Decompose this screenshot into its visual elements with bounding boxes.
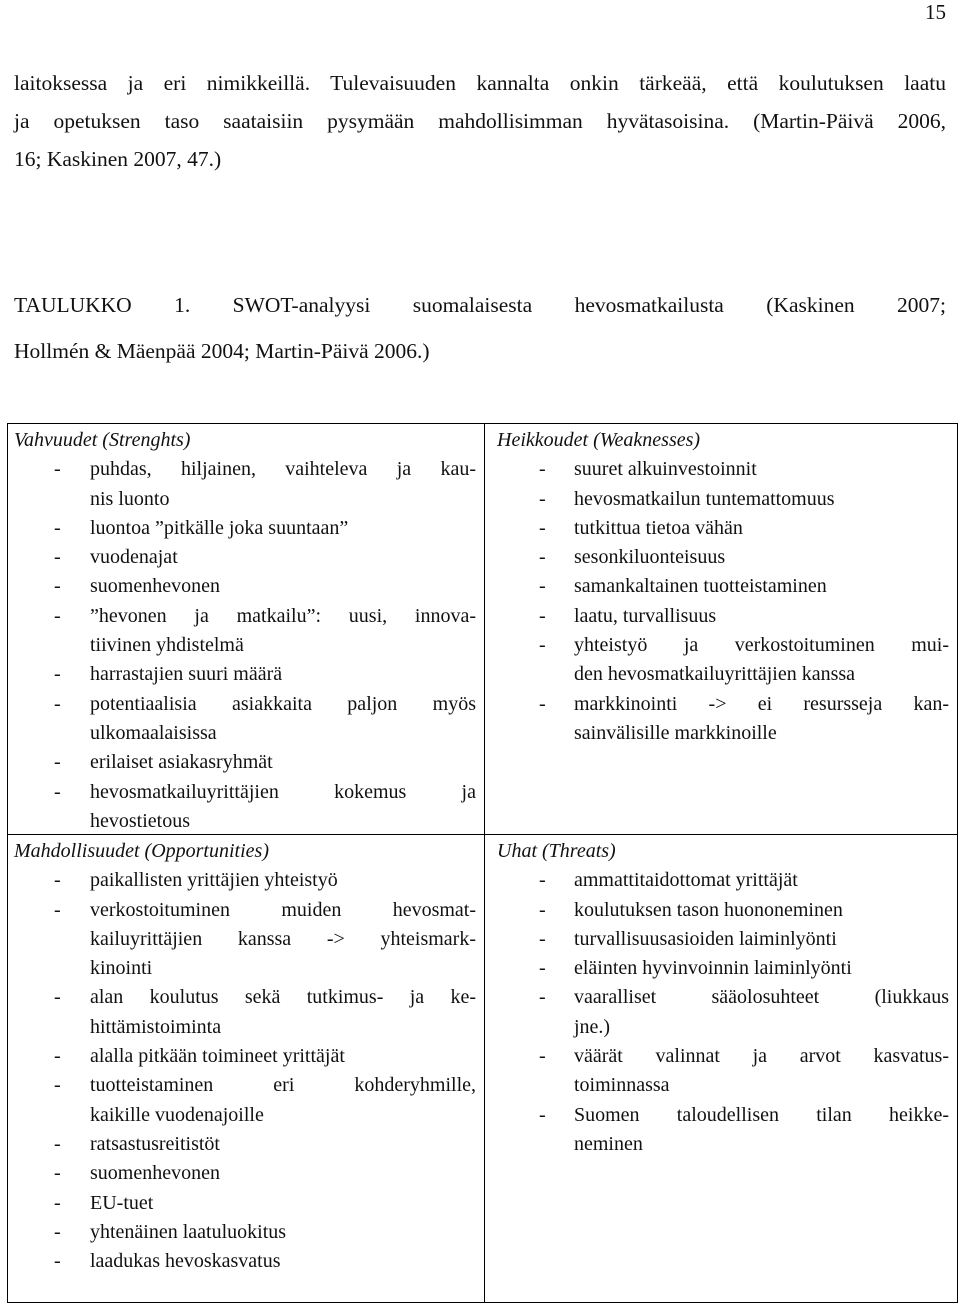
paragraph-line: laitoksessa ja eri nimikkeillä. Tulevaisuuden kannalta onkin tärkeää, että koulutuksen laatu xyxy=(14,71,946,95)
list-item-text xyxy=(574,1042,949,1101)
list-bullet: - xyxy=(539,898,546,921)
list-bullet: - xyxy=(539,1103,546,1126)
list-item-line: den hevosmatkailuyrittäjien kanssa xyxy=(574,663,856,686)
list-bullet: - xyxy=(54,604,61,627)
list-item xyxy=(14,543,476,572)
list-item-line: alan koulutus sekä tutkimus- ja ke- xyxy=(90,986,476,1009)
list-bullet: - xyxy=(539,604,546,627)
weaknesses-cell xyxy=(497,426,949,748)
list-item xyxy=(497,602,949,631)
list-bullet: - xyxy=(539,575,546,598)
list-item xyxy=(14,1247,476,1276)
list-item-line: nis luonto xyxy=(90,487,170,510)
list-item-line: verkostoituminen muiden hevosmat- xyxy=(90,898,476,921)
list-bullet: - xyxy=(54,663,61,686)
list-item-line: tutkittua tietoa vähän xyxy=(574,516,743,539)
list-item-text xyxy=(90,866,476,895)
list-item xyxy=(14,602,476,661)
list-item-text xyxy=(574,954,949,983)
list-bullet: - xyxy=(54,1132,61,1155)
list-item xyxy=(14,572,476,601)
list-item xyxy=(14,455,476,514)
list-bullet: - xyxy=(539,546,546,569)
list-bullet: - xyxy=(539,1045,546,1068)
list-item-line: markkinointi -> ei resursseja kan- xyxy=(574,692,949,715)
list-item-line: hevosmatkailuyrittäjien kokemus ja xyxy=(90,780,476,803)
list-item-line: neminen xyxy=(574,1132,643,1155)
list-item xyxy=(497,925,949,954)
list-bullet: - xyxy=(54,1191,61,1214)
list-item xyxy=(497,572,949,601)
list-bullet: - xyxy=(539,869,546,892)
list-bullet: - xyxy=(54,692,61,715)
list-bullet: - xyxy=(54,575,61,598)
list-item xyxy=(497,983,949,1042)
list-item-line: ulkomaalaisissa xyxy=(90,721,217,744)
opportunities-cell xyxy=(14,837,476,1276)
list-bullet: - xyxy=(539,692,546,715)
list-item xyxy=(14,1071,476,1130)
list-item xyxy=(14,1130,476,1159)
list-item-line: vaaralliset sääolosuhteet (liukkaus xyxy=(574,986,949,1009)
list-item-line: kailuyrittäjien kanssa -> yhteismark- xyxy=(90,927,476,950)
opportunities-list xyxy=(14,866,476,1276)
list-bullet: - xyxy=(539,458,546,481)
list-item-text xyxy=(90,514,476,543)
strengths-cell xyxy=(14,426,476,836)
list-item xyxy=(497,896,949,925)
list-bullet: - xyxy=(539,986,546,1009)
list-item-text xyxy=(90,778,476,837)
list-item-text xyxy=(574,485,949,514)
list-item-line: alalla pitkään toimineet yrittäjät xyxy=(90,1045,345,1068)
list-bullet: - xyxy=(54,1250,61,1273)
list-item-line: suomenhevonen xyxy=(90,1162,220,1185)
list-item xyxy=(14,1159,476,1188)
list-item-line: suomenhevonen xyxy=(90,575,220,598)
swot-table xyxy=(7,423,958,1303)
list-item-text xyxy=(90,1071,476,1130)
threats-cell xyxy=(497,837,949,1159)
list-item-text xyxy=(574,690,949,749)
list-item-line: suuret alkuinvestoinnit xyxy=(574,458,757,481)
list-item-text xyxy=(90,543,476,572)
list-item-line: ammattitaidottomat yrittäjät xyxy=(574,869,798,892)
list-item-text xyxy=(90,1130,476,1159)
list-item-text xyxy=(574,1101,949,1160)
list-item xyxy=(14,778,476,837)
list-item-line: hevostietous xyxy=(90,809,190,832)
list-bullet: - xyxy=(54,1045,61,1068)
list-item xyxy=(14,896,476,984)
list-item-line: Suomen taloudellisen tilan heikke- xyxy=(574,1103,949,1126)
list-item-text xyxy=(90,660,476,689)
list-item xyxy=(14,748,476,777)
list-item-text xyxy=(574,543,949,572)
list-item-text xyxy=(574,631,949,690)
list-bullet: - xyxy=(54,986,61,1009)
list-item-line: paikallisten yrittäjien yhteistyö xyxy=(90,869,338,892)
list-item xyxy=(14,866,476,895)
list-item xyxy=(14,660,476,689)
list-bullet: - xyxy=(54,1074,61,1097)
list-item-line: hevosmatkailun tuntemattomuus xyxy=(574,487,835,510)
list-bullet: - xyxy=(539,957,546,980)
list-bullet: - xyxy=(54,898,61,921)
list-bullet: - xyxy=(54,546,61,569)
list-item xyxy=(14,1218,476,1247)
list-item-text xyxy=(90,690,476,749)
list-item-line: puhdas, hiljainen, vaihteleva ja kau- xyxy=(90,458,476,481)
list-item-text xyxy=(90,572,476,601)
list-item-line: toiminnassa xyxy=(574,1074,670,1097)
list-item-line: sainvälisille markkinoille xyxy=(574,721,777,744)
list-item xyxy=(14,514,476,543)
list-item xyxy=(14,1042,476,1071)
list-item-text xyxy=(574,925,949,954)
list-bullet: - xyxy=(539,487,546,510)
list-item-line: samankaltainen tuotteistaminen xyxy=(574,575,827,598)
list-item xyxy=(497,690,949,749)
list-item-text xyxy=(90,602,476,661)
list-item-text xyxy=(90,1042,476,1071)
list-item-line: kaikille vuodenajoille xyxy=(90,1103,264,1126)
list-item-text xyxy=(574,514,949,543)
threats-title: Uhat (Threats) xyxy=(497,840,616,862)
list-bullet: - xyxy=(54,1162,61,1185)
list-bullet: - xyxy=(54,516,61,539)
list-item-line: vuodenajat xyxy=(90,546,178,569)
list-item xyxy=(497,455,949,484)
list-item-line: laatu, turvallisuus xyxy=(574,604,717,627)
list-item-line: tuotteistaminen eri kohderyhmille, xyxy=(90,1074,476,1097)
paragraph-line: ja opetuksen taso saataisiin pysymään mahdollisimman hyvätasoisina. (Martin-Päivä 2006, xyxy=(14,109,946,133)
list-item xyxy=(497,543,949,572)
list-item-text xyxy=(574,866,949,895)
list-bullet: - xyxy=(54,780,61,803)
list-item xyxy=(497,866,949,895)
list-item-line: laadukas hevoskasvatus xyxy=(90,1250,281,1273)
weaknesses-title: Heikkoudet (Weaknesses) xyxy=(497,429,701,451)
page-number: 15 xyxy=(925,0,946,24)
list-bullet: - xyxy=(54,458,61,481)
list-item-line: hittämistoiminta xyxy=(90,1015,222,1038)
list-item xyxy=(497,485,949,514)
list-item-line: väärät valinnat ja arvot kasvatus- xyxy=(574,1045,949,1068)
list-item xyxy=(497,1101,949,1160)
list-bullet: - xyxy=(539,634,546,657)
list-bullet: - xyxy=(539,516,546,539)
strengths-title: Vahvuudet (Strenghts) xyxy=(14,429,191,451)
list-item-line: ”hevonen ja matkailu”: uusi, innova- xyxy=(90,604,476,627)
strengths-list xyxy=(14,455,476,836)
list-item-text xyxy=(90,748,476,777)
list-bullet: - xyxy=(54,1220,61,1243)
list-item xyxy=(497,954,949,983)
caption-line: TAULUKKO 1. SWOT-analyysi suomalaisesta hevosmatkailusta (Kaskinen 2007; xyxy=(14,293,946,317)
list-item-text xyxy=(90,983,476,1042)
list-item-text xyxy=(90,1189,476,1218)
body-paragraph xyxy=(14,64,946,178)
list-bullet: - xyxy=(54,751,61,774)
list-item-text xyxy=(574,983,949,1042)
list-item xyxy=(497,1042,949,1101)
list-item-text xyxy=(90,1159,476,1188)
caption-line: Hollmén & Mäenpää 2004; Martin-Päivä 2006.) xyxy=(14,339,430,363)
list-bullet: - xyxy=(54,869,61,892)
list-item-text xyxy=(574,896,949,925)
list-item-line: EU-tuet xyxy=(90,1191,154,1214)
list-item-line: luontoa ”pitkälle joka suuntaan” xyxy=(90,516,349,539)
table-vertical-divider xyxy=(484,424,485,1302)
weaknesses-list xyxy=(497,455,949,748)
list-item-line: eläinten hyvinvoinnin laiminlyönti xyxy=(574,957,852,980)
table-caption xyxy=(14,282,946,374)
list-item-text xyxy=(574,455,949,484)
list-item-line: yhtenäinen laatuluokitus xyxy=(90,1220,287,1243)
list-item-line: sesonkiluonteisuus xyxy=(574,546,726,569)
list-bullet: - xyxy=(539,927,546,950)
list-item-line: ratsastusreitistöt xyxy=(90,1132,220,1155)
list-item xyxy=(14,983,476,1042)
list-item-text xyxy=(574,572,949,601)
list-item xyxy=(497,514,949,543)
list-item-text xyxy=(90,1218,476,1247)
threats-list xyxy=(497,866,949,1159)
list-item-text xyxy=(574,602,949,631)
list-item xyxy=(14,690,476,749)
list-item-line: kinointi xyxy=(90,957,153,980)
list-item-text xyxy=(90,896,476,984)
list-item-line: jne.) xyxy=(574,1015,611,1038)
list-item-line: tiivinen yhdistelmä xyxy=(90,634,244,657)
list-item-line: turvallisuusasioiden laiminlyönti xyxy=(574,927,837,950)
list-item-line: harrastajien suuri määrä xyxy=(90,663,283,686)
list-item-line: yhteistyö ja verkostoituminen mui- xyxy=(574,634,949,657)
list-item xyxy=(497,631,949,690)
list-item xyxy=(14,1189,476,1218)
list-item-text xyxy=(90,455,476,514)
list-item-line: koulutuksen tason huononeminen xyxy=(574,898,843,921)
paragraph-line: 16; Kaskinen 2007, 47.) xyxy=(14,147,222,171)
list-item-line: erilaiset asiakasryhmät xyxy=(90,751,273,774)
opportunities-title: Mahdollisuudet (Opportunities) xyxy=(14,840,269,862)
list-item-text xyxy=(90,1247,476,1276)
list-item-line: potentiaalisia asiakkaita paljon myös xyxy=(90,692,476,715)
